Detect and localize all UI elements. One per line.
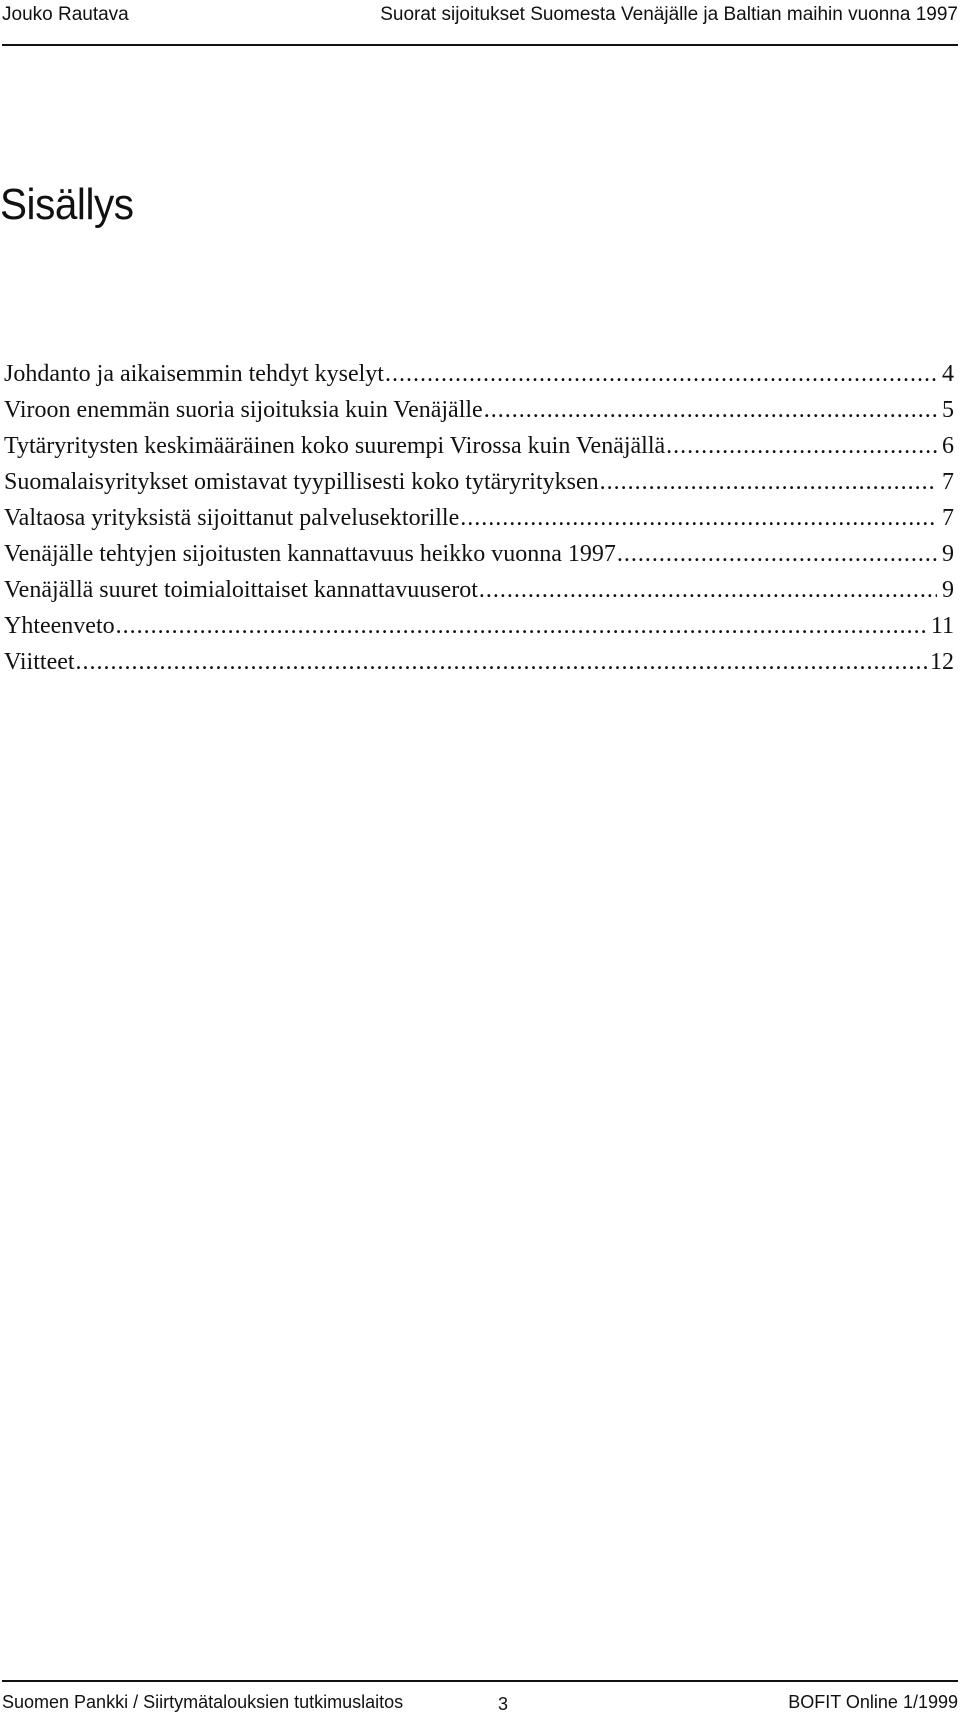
toc-heading: Sisällys [0, 180, 134, 229]
toc-dot-leader [385, 356, 937, 392]
table-of-contents [4, 356, 954, 680]
header-document-title: Suorat sijoitukset Suomesta Venäjälle ja Baltian maihin vuonna 1997 [380, 4, 958, 25]
footer-series: BOFIT Online 1/1999 [788, 1692, 958, 1712]
toc-dot-leader [600, 464, 937, 500]
toc-entry[interactable] [4, 644, 954, 680]
toc-entry-title: Valtaosa yrityksistä sijoittanut palvelusektorille [4, 505, 460, 531]
footer-page-number: 3 [498, 1694, 509, 1714]
toc-entry-title: Yhteenveto [4, 613, 115, 639]
toc-entry-page: 12 [930, 649, 954, 675]
toc-entry-title: Johdanto ja aikaisemmin tehdyt kyselyt [4, 361, 384, 387]
toc-entry[interactable] [4, 536, 954, 572]
toc-dot-leader [76, 644, 927, 680]
running-footer [2, 1680, 958, 1717]
toc-entry-title: Venäjällä suuret toimialoittaiset kannattavuuserot [4, 577, 478, 603]
toc-entry-page: 7 [942, 505, 954, 531]
toc-dot-leader [460, 500, 937, 536]
toc-entry[interactable] [4, 464, 954, 500]
toc-entry[interactable] [4, 356, 954, 392]
toc-entry-title: Venäjälle tehtyjen sijoitusten kannattavuus heikko vuonna 1997 [4, 541, 616, 567]
toc-entry-page: 5 [942, 397, 954, 423]
toc-entry-page: 6 [942, 433, 954, 459]
toc-entry[interactable] [4, 608, 954, 644]
header-author: Jouko Rautava [2, 4, 129, 25]
toc-dot-leader [484, 392, 937, 428]
footer-publisher: Suomen Pankki / Siirtymätalouksien tutkimuslaitos [2, 1692, 404, 1712]
toc-entry-page: 9 [942, 541, 954, 567]
toc-entry[interactable] [4, 392, 954, 428]
toc-entry[interactable] [4, 428, 954, 464]
running-header [2, 0, 958, 46]
toc-entry-page: 7 [942, 469, 954, 495]
toc-dot-leader [617, 536, 937, 572]
toc-entry[interactable] [4, 500, 954, 536]
toc-entry-title: Viroon enemmän suoria sijoituksia kuin Venäjälle [4, 397, 483, 423]
toc-entry-page: 11 [930, 613, 954, 639]
toc-entry-title: Suomalaisyritykset omistavat tyypillisesti koko tytäryrityksen [4, 469, 599, 495]
toc-dot-leader [116, 608, 928, 644]
toc-dot-leader [479, 572, 937, 608]
toc-dot-leader [666, 428, 937, 464]
toc-entry-page: 4 [942, 361, 954, 387]
toc-entry-title: Viitteet [4, 649, 75, 675]
toc-entry-title: Tytäryritysten keskimääräinen koko suurempi Virossa kuin Venäjällä [4, 433, 666, 459]
toc-entry-page: 9 [942, 577, 954, 603]
toc-entry[interactable] [4, 572, 954, 608]
